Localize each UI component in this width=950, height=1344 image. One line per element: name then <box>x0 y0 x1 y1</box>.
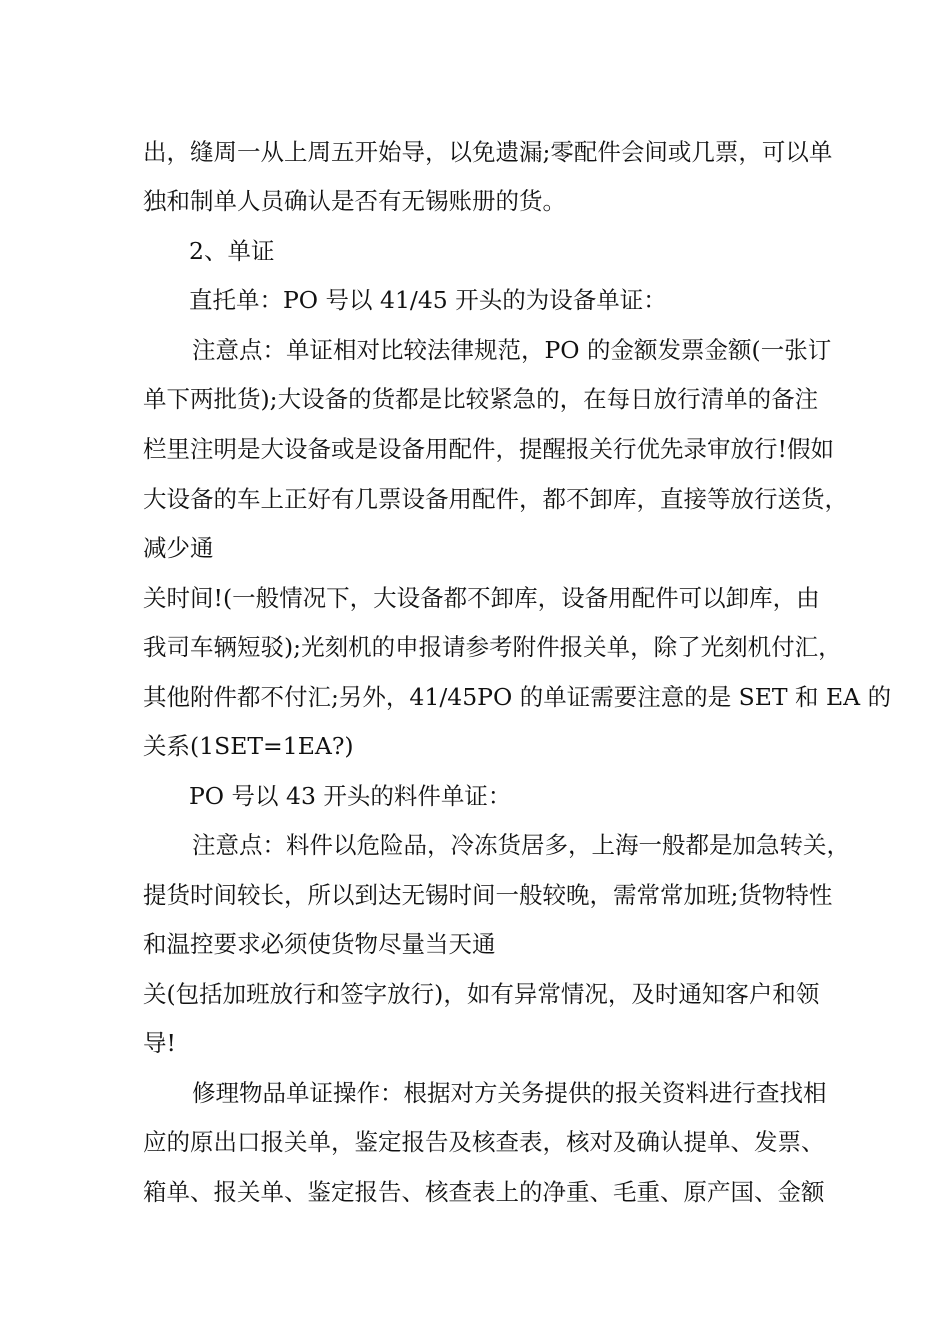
text-line: 注意点：料件以危险品，冷冻货居多，上海一般都是加急转关， <box>192 831 850 859</box>
text-line: 其他附件都不付汇;另外，41/45PO 的单证需要注意的是 SET 和 EA 的 <box>143 683 892 711</box>
text-line: 关(包括加班放行和签字放行)，如有异常情况，及时通知客户和领 <box>143 980 820 1008</box>
text-line: 直托单：PO 号以 41/45 开头的为设备单证： <box>189 286 667 314</box>
text-line: 提货时间较长，所以到达无锡时间一般较晚，需常常加班;货物特性 <box>143 881 833 909</box>
text-line: 我司车辆短驳);光刻机的申报请参考附件报关单，除了光刻机付汇， <box>143 633 842 661</box>
text-line: 应的原出口报关单，鉴定报告及核查表，核对及确认提单、发票、 <box>143 1128 825 1156</box>
text-line: 关系(1SET=1EA?) <box>143 732 354 760</box>
text-line: 栏里注明是大设备或是设备用配件，提醒报关行优先录审放行!假如 <box>143 435 834 463</box>
text-line: 大设备的车上正好有几票设备用配件，都不卸库，直接等放行送货， <box>143 485 848 513</box>
text-line: 单下两批货);大设备的货都是比较紧急的，在每日放行清单的备注 <box>143 385 819 413</box>
section-heading: 2、单证 <box>189 237 275 265</box>
text-line: 箱单、报关单、鉴定报告、核查表上的净重、毛重、原产国、金额 <box>143 1178 825 1206</box>
text-line: PO 号以 43 开头的料件单证： <box>189 782 512 810</box>
text-line: 和温控要求必须使货物尽量当天通 <box>143 930 496 958</box>
text-line: 出，缝周一从上周五开始导，以免遗漏;零配件会间或几票，可以单 <box>143 138 833 166</box>
text-line: 关时间!(一般情况下，大设备都不卸库，设备用配件可以卸库，由 <box>143 584 820 612</box>
text-line: 修理物品单证操作：根据对方关务提供的报关资料进行查找相 <box>192 1079 827 1107</box>
text-line: 导! <box>143 1029 176 1057</box>
text-line: 注意点：单证相对比较法律规范，PO 的金额发票金额(一张订 <box>192 336 832 364</box>
text-line: 减少通 <box>143 534 214 562</box>
text-line: 独和制单人员确认是否有无锡账册的货。 <box>143 187 566 215</box>
